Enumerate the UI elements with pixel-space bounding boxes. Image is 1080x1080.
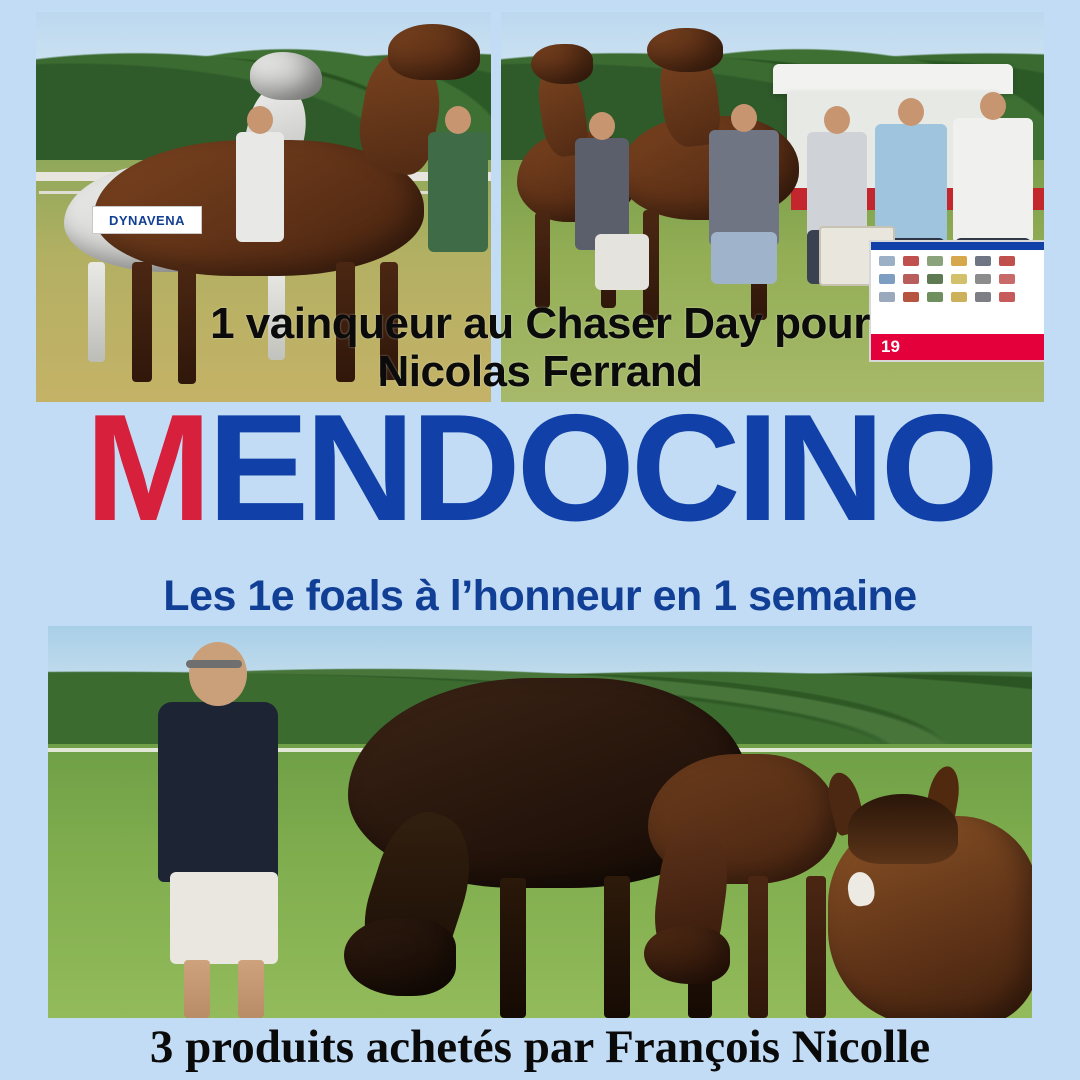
headline-line-1: 1 vainqueur au Chaser Day pour <box>210 299 870 348</box>
wordmark-rest: ENDOCINO <box>207 383 995 553</box>
grey-horse-head <box>250 52 322 100</box>
sponsor-logo <box>879 256 895 266</box>
person-white-polo <box>953 118 1033 244</box>
handler-head <box>445 106 471 134</box>
bay-foal-middle-head <box>644 926 730 984</box>
dark-mare-leg <box>604 876 630 1018</box>
man-leg <box>238 960 264 1018</box>
sponsor-board-number: 19 <box>881 337 900 356</box>
sponsor-logo <box>879 274 895 284</box>
man-leg <box>184 960 210 1018</box>
bay-foal-middle-leg <box>806 876 826 1018</box>
person-head <box>980 92 1006 120</box>
person-head <box>589 112 615 140</box>
wordmark-mendocino <box>0 383 1080 553</box>
foal-rear-leg <box>535 212 550 308</box>
banner-dynavena-label: DYNAVENA <box>109 212 185 228</box>
sponsor-logo <box>951 274 967 284</box>
sponsor-logo <box>903 274 919 284</box>
person-head <box>731 104 757 132</box>
sponsor-logo <box>999 256 1015 266</box>
banner-dynavena <box>92 206 202 234</box>
foal-rear-head <box>531 44 593 84</box>
bay-foal-middle-leg <box>748 876 768 1018</box>
man-white-shorts <box>170 872 278 964</box>
headline <box>0 300 1080 395</box>
sponsor-logo <box>999 274 1015 284</box>
sponsor-logo <box>951 256 967 266</box>
handler-white-shirt <box>236 132 284 242</box>
sponsor-logo <box>903 256 919 266</box>
wordmark-accent-letter: M <box>85 383 208 553</box>
bay-foal-head <box>388 24 480 80</box>
winning-foal-head <box>647 28 723 72</box>
handler-green-shirt <box>428 132 488 252</box>
event-tent <box>773 64 1013 94</box>
headline-line-2: Nicolas Ferrand <box>377 346 703 396</box>
man-head <box>189 642 247 706</box>
sponsor-board-top-stripe <box>871 242 1044 250</box>
caption: 3 produits achetés par François Nicolle <box>149 1021 931 1073</box>
handler-head <box>247 106 273 134</box>
person-shorts-white <box>595 234 649 290</box>
person-grey-top <box>709 130 779 246</box>
sponsor-logo <box>975 274 991 284</box>
photo-mare-and-foals-bottom <box>48 626 1032 1018</box>
man-glasses-icon <box>186 660 242 668</box>
person-denim-shorts <box>711 232 777 284</box>
subline: Les 1e foals à l’honneur en 1 semaine <box>163 572 917 620</box>
person-head <box>898 98 924 126</box>
dark-mare-leg <box>500 878 526 1018</box>
foal-mane <box>848 794 958 864</box>
dark-mare-head <box>344 918 456 996</box>
sponsor-logo <box>927 256 943 266</box>
man-navy-polo <box>158 702 278 882</box>
person-head <box>824 106 850 134</box>
sponsor-logo <box>975 256 991 266</box>
sponsor-logo <box>927 274 943 284</box>
